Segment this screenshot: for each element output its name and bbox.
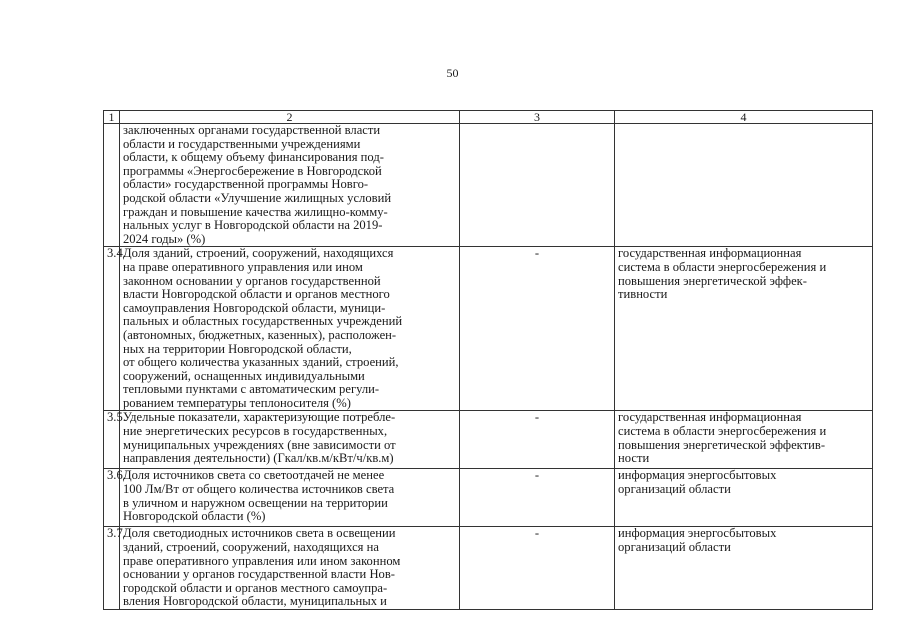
indicator-source: информация энергосбытовых организаций области xyxy=(615,527,873,610)
indicator-value: - xyxy=(460,527,615,610)
indicator-source: государственная информационная система в области энергосбережения и повышения энергетической эффек- тивности xyxy=(615,247,873,411)
indicator-text: Удельные показатели, характеризующие потребле- ние энергетических ресурсов в государственных, муниципальных учреждениях (вне зависимости от направления деятельности) (Гкал/кв.м/кВт/ч/кв.м) xyxy=(120,411,460,469)
table-row xyxy=(104,527,873,610)
row-number: 3.5. xyxy=(104,411,120,469)
indicator-text: Доля источников света со светоотдачей не менее 100 Лм/Вт от общего количества источников света в уличном и наружном освещении на территории Новгородской области (%) xyxy=(120,469,460,527)
indicator-value: - xyxy=(460,247,615,411)
row-number: 3.4. xyxy=(104,247,120,411)
indicator-source xyxy=(615,124,873,247)
indicator-value: - xyxy=(460,469,615,527)
row-number: 3.6. xyxy=(104,469,120,527)
indicator-source: информация энергосбытовых организаций области xyxy=(615,469,873,527)
column-header: 3 xyxy=(460,111,615,124)
table-row xyxy=(104,411,873,469)
table-row xyxy=(104,247,873,411)
indicator-value xyxy=(460,124,615,247)
indicator-text: заключенных органами государственной власти области и государственными учреждениями области, к общему объему финансирования под- программы «Энергосбережение в Новгородской области» государственной программы Новго- родской области «Улучшение жилищных условий граждан и повышение качества жилищно-комму- нальных услуг в Новгородской области на 2019- 2024 годы» (%) xyxy=(120,124,460,247)
indicator-text: Доля светодиодных источников света в освещении зданий, строений, сооружений, находящихся на праве оперативного управления или ином законном основании у органов государственной власти Нов- городской области и органов местного самоупра- вления Новгородской области, муниципальных и xyxy=(120,527,460,610)
column-header: 1 xyxy=(104,111,120,124)
table-row xyxy=(104,124,873,247)
indicator-text: Доля зданий, строений, сооружений, находящихся на праве оперативного управления или ином законном основании у органов государственной власти Новгородской области и органов местного самоуправления Новгородской области, муници- пальных и областных государственных учреждений (автономных, бюджетных, казенных), расположен- ных на территории Новгородской области, от общего количества указанных зданий, строений, сооружений, оснащенных индивидуальными тепловыми пунктами с автоматическим регули- рованием температуры теплоносителя (%) xyxy=(120,247,460,411)
table-header xyxy=(104,111,873,124)
column-header: 4 xyxy=(615,111,873,124)
page-number: 50 xyxy=(446,66,459,80)
column-header: 2 xyxy=(120,111,460,124)
row-number xyxy=(104,124,120,247)
indicator-source: государственная информационная система в области энергосбережения и повышения энергетической эффектив- ности xyxy=(615,411,873,469)
indicator-value: - xyxy=(460,411,615,469)
row-number: 3.7. xyxy=(104,527,120,610)
table-row xyxy=(104,469,873,527)
indicators-table xyxy=(103,110,873,610)
